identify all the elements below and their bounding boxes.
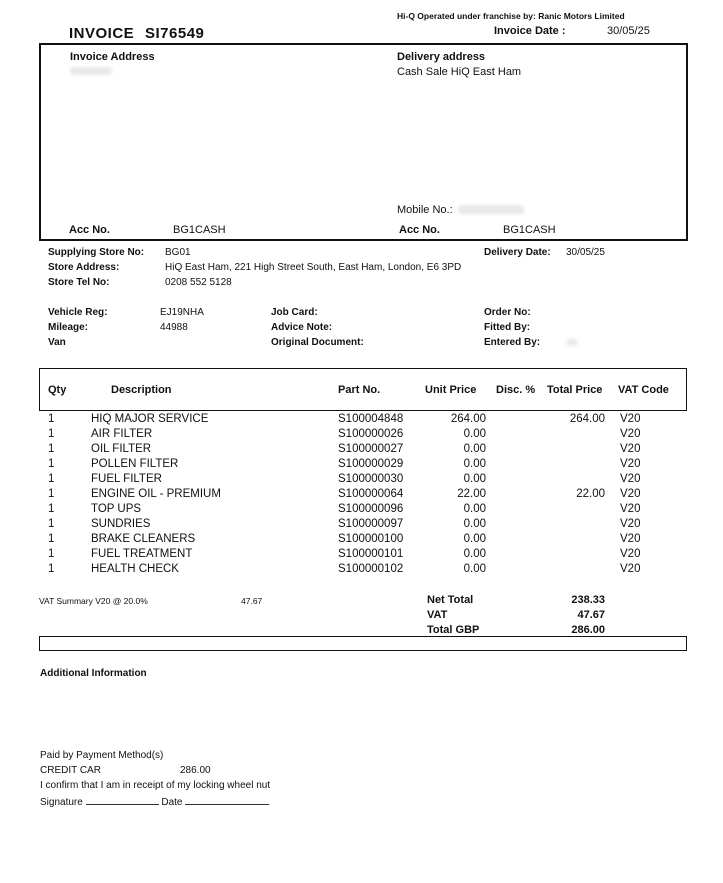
mobile-label: Mobile No.:	[397, 204, 453, 216]
signature-underline	[86, 795, 159, 805]
delivery-address-value: Cash Sale HiQ East Ham	[397, 66, 522, 78]
fitted-by-label: Fitted By:	[484, 322, 531, 333]
cell-vat-code: V20	[620, 548, 641, 560]
vat-summary-amount: 47.67	[241, 596, 263, 606]
delivery-address-label: Delivery address	[397, 51, 486, 63]
table-row	[46, 548, 676, 563]
cell-unit-price: 22.00	[457, 488, 486, 500]
store-address: HiQ East Ham, 221 High Street South, East Ham, London, E6 3PD	[165, 262, 462, 273]
cell-description: HIQ MAJOR SERVICE	[91, 413, 209, 425]
cell-unit-price: 0.00	[463, 518, 486, 530]
signature-label: Signature	[40, 797, 83, 808]
cell-unit-price: 0.00	[463, 458, 486, 470]
vehicle-reg-label: Vehicle Reg:	[48, 307, 108, 318]
paid-by-label: Paid by Payment Method(s)	[40, 750, 164, 761]
cell-qty: 1	[48, 563, 55, 575]
job-card-label: Job Card:	[271, 307, 318, 318]
cell-part-no: S100000030	[338, 473, 404, 485]
cell-qty: 1	[48, 458, 55, 470]
acc-no-right: BG1CASH	[503, 224, 556, 236]
cell-part-no: S100000096	[338, 503, 404, 515]
original-document-label: Original Document:	[271, 337, 364, 348]
cell-unit-price: 0.00	[463, 503, 486, 515]
acc-no-label-left: Acc No.	[69, 224, 110, 236]
table-row	[46, 458, 676, 473]
advice-note-label: Advice Note:	[271, 322, 333, 333]
signature-line	[40, 795, 269, 808]
table-row	[46, 503, 676, 518]
cell-description: TOP UPS	[91, 503, 142, 515]
store-address-label: Store Address:	[48, 262, 120, 273]
col-header-qty: Qty	[48, 384, 67, 396]
table-row	[46, 473, 676, 488]
table-row	[46, 488, 676, 503]
cell-description: ENGINE OIL - PREMIUM	[91, 488, 221, 500]
cell-part-no: S100004848	[338, 413, 404, 425]
additional-info-label: Additional Information	[40, 668, 147, 679]
cell-vat-code: V20	[620, 473, 641, 485]
col-header-unit-price: Unit Price	[425, 384, 477, 396]
cell-vat-code: V20	[620, 518, 641, 530]
entered-by-label: Entered By:	[484, 337, 541, 348]
cell-qty: 1	[48, 488, 55, 500]
cell-unit-price: 0.00	[463, 533, 486, 545]
locking-wheel-nut-confirmation: I confirm that I am in receipt of my locking wheel nut	[40, 780, 271, 791]
cell-qty: 1	[48, 443, 55, 455]
payment-amount: 286.00	[180, 765, 211, 776]
table-row	[46, 413, 676, 428]
cell-description: POLLEN FILTER	[91, 458, 179, 470]
vat-value: 47.67	[577, 609, 605, 621]
payment-method: CREDIT CAR	[40, 765, 101, 776]
table-row	[46, 428, 676, 443]
net-total-label: Net Total	[427, 594, 474, 606]
total-gbp-value: 286.00	[571, 624, 605, 636]
cell-qty: 1	[48, 533, 55, 545]
cell-vat-code: V20	[620, 563, 641, 575]
invoice-address-label: Invoice Address	[70, 51, 155, 63]
cell-vat-code: V20	[620, 458, 641, 470]
col-header-description: Description	[111, 384, 172, 396]
col-header-total-price: Total Price	[547, 384, 603, 396]
invoice-date-label: Invoice Date :	[494, 25, 566, 37]
cell-description: BRAKE CLEANERS	[91, 533, 196, 545]
cell-part-no: S100000064	[338, 488, 404, 500]
vat-label: VAT	[427, 609, 448, 621]
date-label: Date	[161, 797, 183, 808]
cell-part-no: S100000102	[338, 563, 404, 575]
cell-unit-price: 264.00	[450, 413, 486, 425]
cell-description: FUEL TREATMENT	[91, 548, 193, 560]
cell-part-no: S100000097	[338, 518, 404, 530]
cell-vat-code: V20	[620, 533, 641, 545]
cell-qty: 1	[48, 413, 55, 425]
vat-summary-label: VAT Summary V20 @ 20.0%	[39, 596, 148, 606]
table-row	[46, 518, 676, 533]
cell-vat-code: V20	[620, 503, 641, 515]
acc-no-label-right: Acc No.	[399, 224, 440, 236]
net-total-value: 238.33	[571, 594, 605, 606]
invoice-date: 30/05/25	[607, 25, 650, 37]
table-row	[46, 443, 676, 458]
cell-total-price: 264.00	[569, 413, 605, 425]
total-gbp-label: Total GBP	[427, 624, 480, 636]
cell-description: HEALTH CHECK	[91, 563, 179, 575]
cell-vat-code: V20	[620, 443, 641, 455]
col-header-disc: Disc. %	[496, 384, 536, 396]
cell-unit-price: 0.00	[463, 428, 486, 440]
cell-unit-price: 0.00	[463, 443, 486, 455]
order-no-label: Order No:	[484, 307, 531, 318]
cell-part-no: S100000026	[338, 428, 404, 440]
supplying-store: BG01	[165, 247, 191, 258]
cell-unit-price: 0.00	[463, 548, 486, 560]
redacted-entered-by	[566, 339, 578, 346]
invoice-title: INVOICE	[69, 25, 135, 42]
cell-description: FUEL FILTER	[91, 473, 162, 485]
cell-part-no: S100000100	[338, 533, 404, 545]
cell-unit-price: 0.00	[463, 473, 486, 485]
redacted-invoice-address	[70, 67, 112, 75]
address-box	[39, 43, 688, 241]
cell-part-no: S100000101	[338, 548, 404, 560]
cell-vat-code: V20	[620, 413, 641, 425]
delivery-date-label: Delivery Date:	[484, 247, 551, 258]
table-row	[46, 563, 676, 578]
mileage-label: Mileage:	[48, 322, 89, 333]
cell-part-no: S100000027	[338, 443, 404, 455]
cell-qty: 1	[48, 548, 55, 560]
cell-description: SUNDRIES	[91, 518, 151, 530]
date-underline	[185, 795, 269, 805]
vehicle-reg: EJ19NHA	[160, 307, 204, 318]
cell-unit-price: 0.00	[463, 563, 486, 575]
notes-box	[39, 636, 687, 651]
acc-no-left: BG1CASH	[173, 224, 226, 236]
cell-qty: 1	[48, 503, 55, 515]
redacted-mobile-number	[458, 205, 524, 214]
cell-vat-code: V20	[620, 488, 641, 500]
supplying-store-label: Supplying Store No:	[48, 247, 145, 258]
cell-qty: 1	[48, 518, 55, 530]
store-tel: 0208 552 5128	[165, 277, 232, 288]
cell-description: AIR FILTER	[91, 428, 153, 440]
table-row	[46, 533, 676, 548]
mileage: 44988	[160, 322, 188, 333]
van-label: Van	[48, 337, 66, 348]
cell-vat-code: V20	[620, 428, 641, 440]
cell-part-no: S100000029	[338, 458, 404, 470]
cell-qty: 1	[48, 428, 55, 440]
franchise-note: Hi-Q Operated under franchise by: Ranic Motors Limited	[397, 11, 625, 21]
cell-qty: 1	[48, 473, 55, 485]
cell-total-price: 22.00	[576, 488, 605, 500]
col-header-part-no: Part No.	[338, 384, 381, 396]
col-header-vat-code: VAT Code	[618, 384, 669, 396]
cell-description: OIL FILTER	[91, 443, 152, 455]
invoice-number: SI76549	[145, 25, 205, 42]
store-tel-label: Store Tel No:	[48, 277, 110, 288]
delivery-date: 30/05/25	[566, 247, 605, 258]
